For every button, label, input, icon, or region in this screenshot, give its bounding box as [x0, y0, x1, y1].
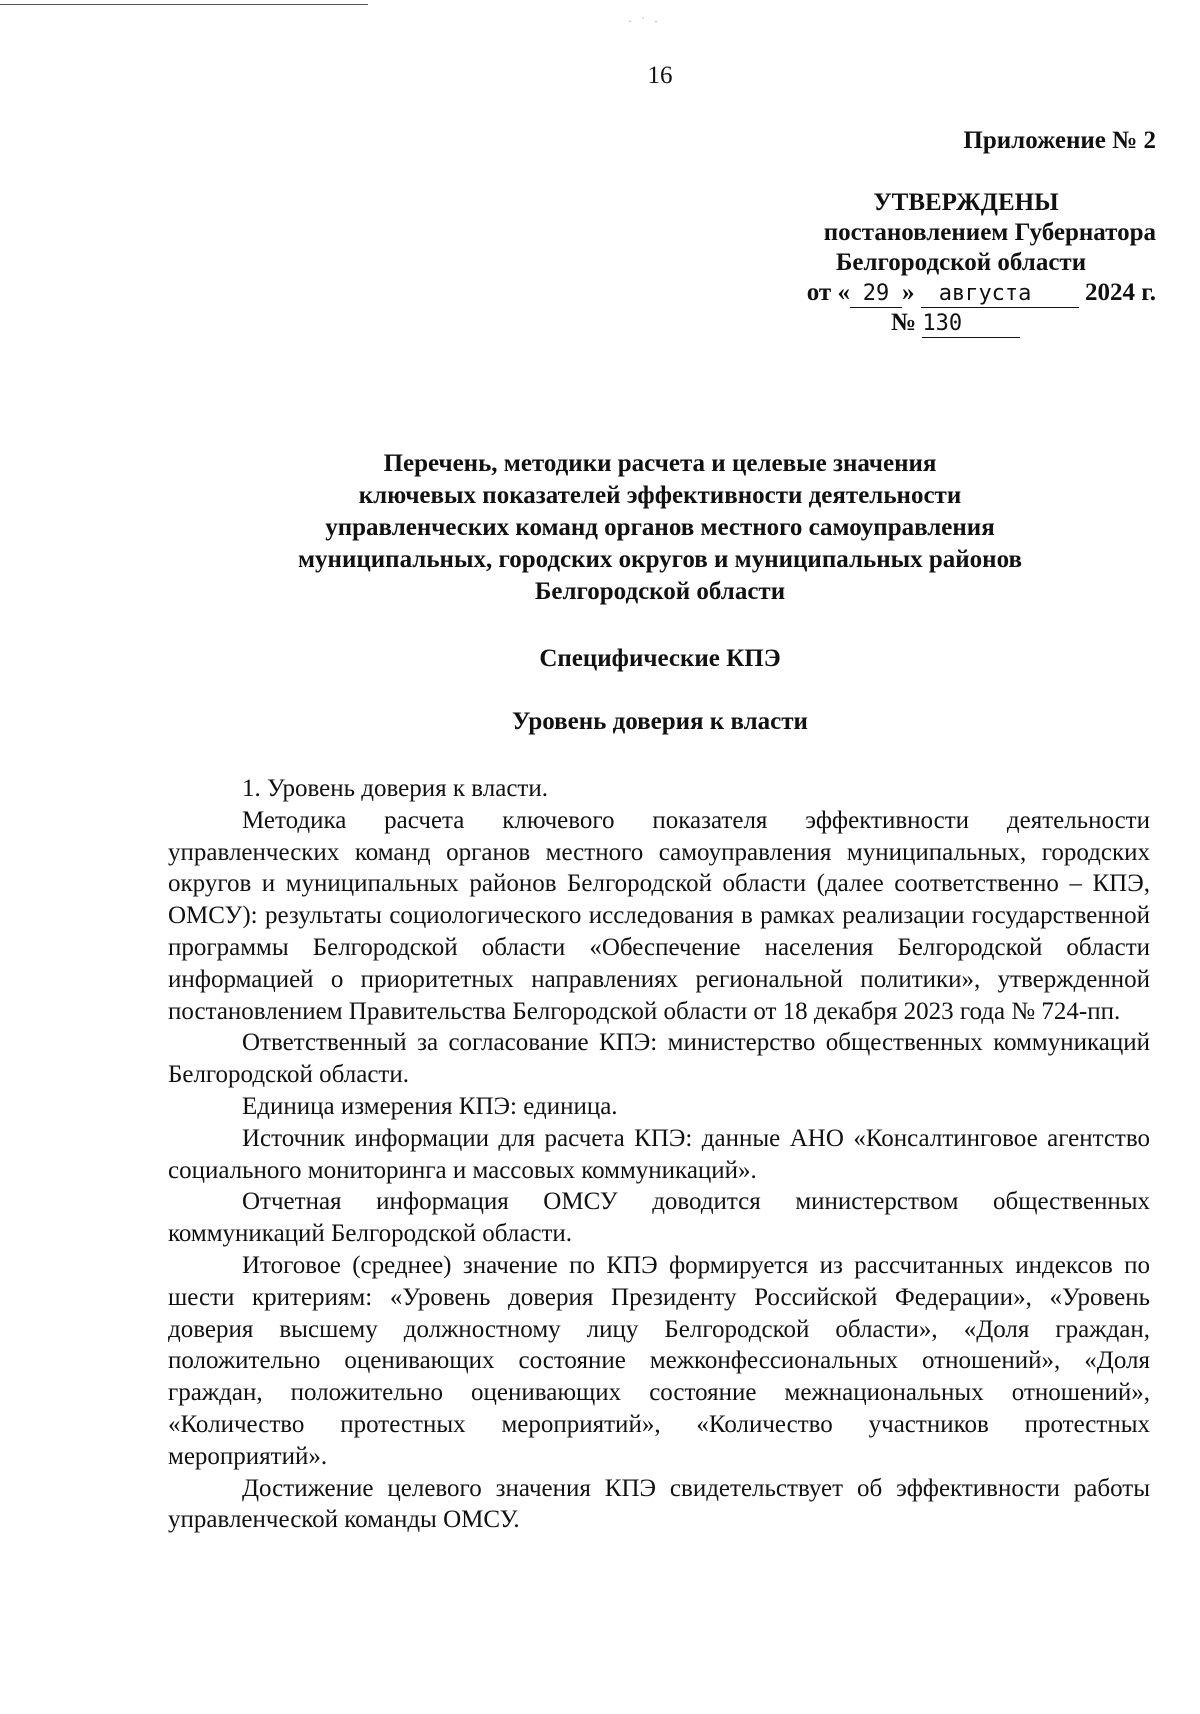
paragraph-responsible: Ответственный за согласование КПЭ: министерство общественных коммуникаций Белгородской области. — [168, 1029, 1150, 1089]
paragraph-target: Достижение целевого значения КПЭ свидетельствует об эффективности работы управленческой команды ОМСУ. — [168, 1474, 1150, 1534]
document-title — [150, 448, 1170, 608]
paragraph-final-value: Итоговое (среднее) значение по КПЭ формируется из рассчитанных индексов по шести критериям: «Уровень доверия Президенту Российской Федерации», «Уровень доверия высшему должностному лицу Белгородской области», «Доля граждан, положительно оценивающих состояние межконфессиональных отношений», «Доля граждан, положительно оценивающих состояние межнациональных отношений», «Количество протестных мероприятий», «Количество участников протестных мероприятий». — [168, 1251, 1150, 1470]
date-prefix: от « — [806, 279, 850, 306]
number-sign: № — [891, 309, 917, 336]
paragraph-source: Источник информации для расчета КПЭ: данные АНО «Консалтинговое агентство социального мониторинга и массовых коммуникаций». — [168, 1124, 1150, 1184]
approved-by-line-1: постановлением Губернатора — [823, 219, 1156, 246]
title-line-5: Белгородской области — [534, 578, 786, 605]
paragraph-methodology: Методика расчета ключевого показателя эффективности деятельности управленческих команд органов местного самоуправления муниципальных, городских округов и муниципальных районов Белгородской области (далее соответственно – КПЭ, ОМСУ): результаты социологического исследования в рамках реализации государственной программы Белгородской области «Обеспечение населения Белгородской области информацией о приоритетных направлениях региональной политики», утвержденной постановлением Правительства Белгородской области от 18 декабря 2023 года № 724-пп. — [168, 806, 1150, 1025]
number-value: 130 — [922, 311, 1020, 338]
title-line-3: управленческих команд органов местного самоуправления — [325, 514, 995, 541]
title-line-2: ключевых показателей эффективности деятельности — [358, 482, 962, 509]
date-day: 29 — [850, 281, 902, 308]
approval-number — [736, 308, 1156, 338]
approved-label: УТВЕРЖДЕНЫ — [873, 189, 1059, 216]
paragraph-unit: Единица измерения КПЭ: единица. — [242, 1092, 618, 1120]
title-line-4: муниципальных, городских округов и муниципальных районов — [298, 546, 1022, 573]
date-month: августа — [921, 281, 1079, 308]
approval-date — [736, 278, 1156, 308]
document-body — [168, 773, 1150, 1536]
title-line-1: Перечень, методики расчета и целевые значения — [383, 450, 937, 477]
date-quote-close: » — [901, 279, 915, 306]
subsection-heading: Уровень доверия к власти — [512, 708, 808, 735]
paragraph-item-number: 1. Уровень доверия к власти. — [242, 775, 548, 802]
date-year: 2024 г. — [1084, 279, 1156, 306]
scan-artifact: · ˙ · — [628, 14, 661, 28]
page-number: 16 — [647, 62, 673, 89]
appendix-label: Приложение № 2 — [963, 127, 1156, 154]
approved-by-line-2: Белгородской области — [835, 249, 1087, 276]
paragraph-reporting: Отчетная информация ОМСУ доводится министерством общественных коммуникаций Белгородской области. — [168, 1188, 1150, 1248]
section-heading: Специфические КПЭ — [539, 645, 781, 672]
approval-block — [736, 126, 1156, 338]
scan-top-rule — [0, 4, 368, 5]
